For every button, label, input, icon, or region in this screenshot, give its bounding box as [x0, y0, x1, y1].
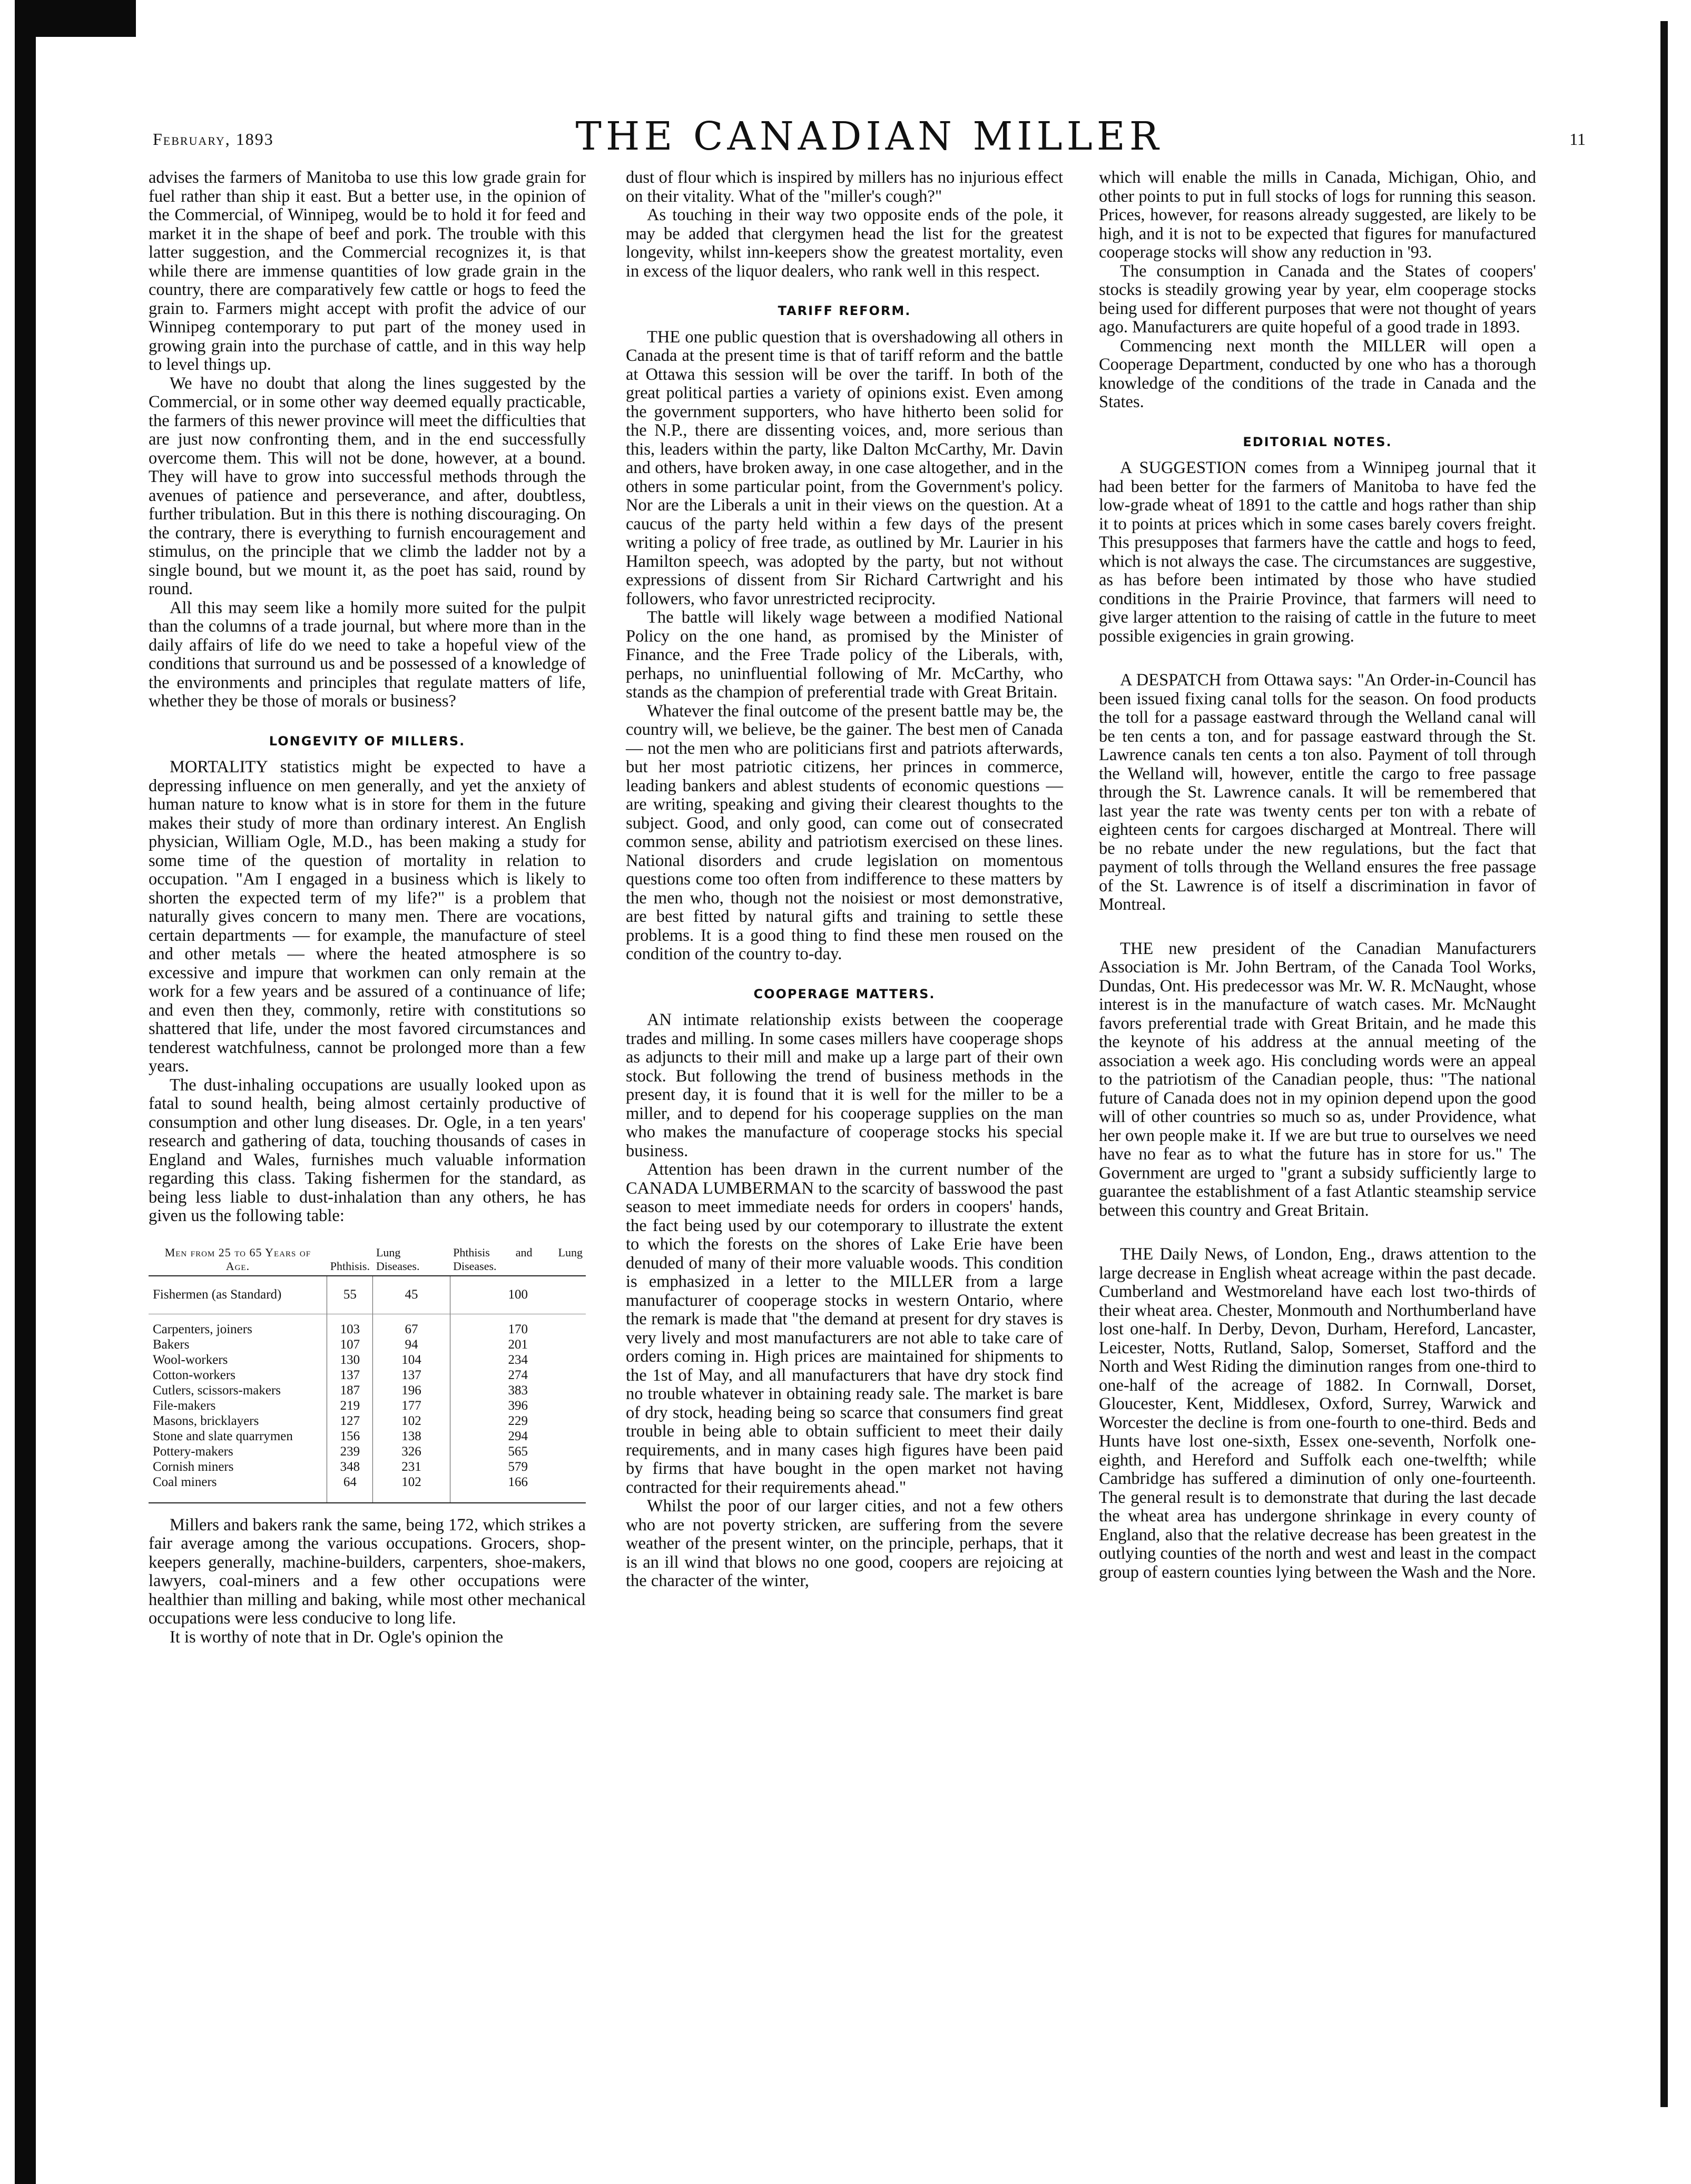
table-row	[149, 1459, 586, 1474]
table-cell: 229	[450, 1413, 586, 1429]
scan-top-corner	[15, 0, 136, 37]
section-heading-editorial: EDITORIAL NOTES.	[1243, 434, 1392, 449]
table-row	[149, 1337, 586, 1352]
table-cell: 326	[373, 1444, 450, 1459]
table-cell: 166	[450, 1474, 586, 1503]
table-cell: 67	[373, 1314, 450, 1337]
table-row	[149, 1429, 586, 1444]
table-row	[149, 1383, 586, 1398]
paragraph: THE Daily News, of London, Eng., draws attention to the large decrease in English wheat acreage within the past decade. Cumberland and Westmoreland have each lost two-thirds of their wheat area. Chester, Monmouth and Northumberland have lost one-half. In Derby, Devon, Durham, Hereford, Lancaster, Leicester, Notts, Rutland, Salop, Somerset, Stafford and the North and West Riding the diminution ranges from one-third to one-half of the acreage of 1882. In Cornwall, Dorset, Gloucester, Kent, Middlesex, Oxford, Surrey, Warwick and Worcester the decline is from one-fourth to one-third. Beds and Hunts have lost one-sixth, Essex one-seventh, Norfolk one-eighth, and Hereford and Suffolk each one-twelfth; while Cambridge has suffered a diminution of only one-fourteenth. The general result is to demonstrate that during the last decade the wheat area has undergone shrinkage in every county of England, also that the relative decrease has been greatest in the outlying counties of the north and west and least in the compact group of eastern counties lying between the Wash and the Nore.	[1099, 1245, 1536, 1582]
table-cell: 219	[327, 1398, 373, 1413]
table-cell: 137	[327, 1368, 373, 1383]
table-cell: Coal miners	[149, 1474, 327, 1503]
table-cell: 130	[327, 1352, 373, 1368]
table-cell: Cotton-workers	[153, 1368, 235, 1382]
table-cell: Stone and slate quarrymen	[153, 1429, 293, 1443]
paragraph: which will enable the mills in Canada, Michigan, Ohio, and other points to put in full stocks of logs for running this season. Prices, however, for reasons already suggested, are likely to be high, and it is not to be expected that figures for manufactured cooperage stocks will show any reduction in '93.	[1099, 168, 1536, 262]
paragraph: The dust-inhaling occupations are usually looked upon as fatal to sound health, being almost certainly productive of consumption and other lung diseases. Dr. Ogle, in a ten years' research and gathering of data, touching thousands of cases in England and Wales, furnishes much valuable information regarding this class. Taking fishermen for the standard, as being less liable to dust-inhalation than any others, he has given us the following table:	[149, 1075, 586, 1225]
issue-date: February, 1893	[153, 130, 274, 149]
table-cell: 231	[373, 1459, 450, 1474]
table-row	[149, 1368, 586, 1383]
table-cell: Masons, bricklayers	[153, 1413, 259, 1428]
table-header-combined: Phthisis and Lung Diseases.	[450, 1244, 586, 1276]
paragraph-gap	[1099, 1220, 1536, 1245]
table-cell: 239	[327, 1444, 373, 1459]
paragraph: The consumption in Canada and the States of coopers' stocks is steadily growing year by year, elm cooperage stocks being used for different purposes that were not thought of years ago. Manufacturers are quite hopeful of a good trade in 1893.	[1099, 261, 1536, 337]
table-cell: Fishermen (as Standard)	[149, 1276, 327, 1314]
table-cell: 274	[450, 1368, 586, 1383]
table-cell: 396	[450, 1398, 586, 1413]
paragraph: AN intimate relationship exists between the cooperage trades and milling. In some cases millers have cooperage shops as adjuncts to their mill and make up a large part of their own stock. But following the trend of business methods in the present day, it is found that it is well for the miller to be a miller, and to depend for his cooperage supplies on the man who makes the manufacture of cooperage stocks his special business.	[626, 1010, 1063, 1160]
paragraph: As touching in their way two opposite ends of the pole, it may be added that clergymen head the list for the greatest longevity, whilst inn-keepers show the greatest mortality, even in excess of the liquor dealers, who rank well in this respect.	[626, 205, 1063, 281]
table-header-lung: Lung Diseases.	[373, 1244, 450, 1276]
paragraph: MORTALITY statistics might be expected to have a depressing influence on men generally, and yet the anxiety of human nature to know what is in store for them in the future makes their study of more than ordinary interest. An English physician, William Ogle, M.D., has been making a study for some time of the question of mortality in relation to occupation. "Am I engaged in a business which is likely to shorten the expected term of my life?" is a problem that naturally gives concern to many men. There are vocations, certain departments — for example, the manufacture of steel and other metals — where the heated atmosphere is so excessive and impure that workmen can only remain at the work for a few years and be assured of a continuance of life; and even then they, commonly, retire with constitutions so shattered that life, under the most favored circumstances and tenderest watchfulness, cannot be prolonged more than a few years.	[149, 757, 586, 1076]
column-2	[626, 169, 1063, 1591]
column-1	[149, 169, 586, 1647]
table-row	[149, 1444, 586, 1459]
table-cell: 138	[373, 1429, 450, 1444]
section-heading-cooperage: COOPERAGE MATTERS.	[753, 986, 936, 1001]
table-cell: File-makers	[153, 1398, 216, 1413]
paragraph: It is worthy of note that in Dr. Ogle's opinion the	[170, 1627, 504, 1647]
table-row	[149, 1413, 586, 1429]
table-row	[149, 1352, 586, 1368]
table-cell: 196	[373, 1383, 450, 1398]
table-row	[149, 1474, 586, 1503]
table-cell: 107	[327, 1337, 373, 1352]
table-cell: Bakers	[153, 1337, 190, 1352]
paragraph: Millers and bakers rank the same, being 172, which strikes a fair average among the various occupations. Grocers, shop-keepers generally, machine-builders, carpenters, shoe-makers, lawyers, coal-miners and a few other occupations were healthier than milling and baking, while most other mechanical occupations were less conducive to long life.	[149, 1515, 586, 1628]
table-header-occupation: Men from 25 to 65 Years of Age.	[149, 1244, 327, 1276]
paragraph: THE new president of the Canadian Manufacturers Association is Mr. John Bertram, of the Canada Tool Works, Dundas, Ont. His predecessor was Mr. W. R. McNaught, whose interest is in the manufacture of watch cases. Mr. McNaught favors preferential trade with Great Britain, and he made this the keynote of his address at the annual meeting of the association a week ago. His concluding words were an appeal to the patriotism of the Canadian people, thus: "The national future of Canada does not in my opinion depend upon the good will of other countries so much so as, under Providence, what her own people make it. If we are but true to ourselves we need have no fear as to what the future has in store for us." The Government are urged to "grant a subsidy sufficiently large to guarantee the establishment of a fast Atlantic steamship service between this country and Great Britain.	[1099, 939, 1536, 1220]
table-cell: 187	[327, 1383, 373, 1398]
table-cell: Cutlers, scissors-makers	[153, 1383, 281, 1398]
table-cell: 100	[450, 1276, 586, 1314]
table-header-phthisis: Phthisis.	[327, 1244, 373, 1276]
table-row	[149, 1314, 586, 1337]
column-3	[1099, 169, 1536, 1582]
table-cell: 64	[327, 1474, 373, 1503]
table-cell: 45	[373, 1276, 450, 1314]
table-cell: 156	[327, 1429, 373, 1444]
scan-right-edge	[1660, 21, 1668, 2107]
table-cell: 579	[450, 1459, 586, 1474]
page-header	[153, 114, 1586, 172]
table-cell: 102	[373, 1413, 450, 1429]
section-heading-longevity: LONGEVITY OF MILLERS.	[269, 733, 466, 749]
table-header-row	[149, 1244, 586, 1276]
paragraph: The battle will likely wage between a modified National Policy on the one hand, as promised by the Minister of Finance, and the Free Trade policy of the Liberals, with, perhaps, no uninfluential following of Mr. McCarthy, who stands as the champion of preferential trade with Great Britain.	[626, 608, 1063, 702]
table-cell: 177	[373, 1398, 450, 1413]
table-cell: Carpenters, joiners	[153, 1322, 252, 1336]
paragraph: A DESPATCH from Ottawa says: "An Order-in-Council has been issued fixing canal tolls for the season. On food products the toll for a passage eastward through the Welland canal will be ten cents a ton, and for passage eastward through the St. Lawrence canals ten cents a ton also. Payment of toll through the Welland will, however, entitle the cargo to free passage through the St. Lawrence canals. It will be remembered that last year the rate was twenty cents per ton with a rebate of eighteen cents for cargoes discharged at Montreal. There will be no rebate under the new regulations, but the fact that payment of tolls through the Welland ensures the free passage of the St. Lawrence is of itself a discrimination in favor of Montreal.	[1099, 671, 1536, 914]
paragraph-gap	[1099, 646, 1536, 671]
paragraph: THE one public question that is overshadowing all others in Canada at the present time is that of tariff reform and the battle at Ottawa this session will be over the tariff. In both of the great political parties a variety of opinions exist. Even among the government supporters, who have hitherto been solid for the N.P., there are dissenting voices, and, more serious than this, leaders within the party, like Dalton McCarthy, Mr. Davin and others, have broken away, in one case altogether, and in the others in some particular point, from the Government's policy. Nor are the Liberals a unit in their views on the question. At a caucus of the party held within a few days of the present writing a policy of free trade, as outlined by Mr. Laurier in his Hamilton speech, was adopted by the party, but not without expressions of dissent from Sir Richard Cartwright and his followers, who favor unrestricted reciprocity.	[626, 327, 1063, 608]
paragraph: dust of flour which is inspired by millers has no injurious effect on their vitality. What of the "miller's cough?"	[626, 168, 1063, 206]
scan-left-edge	[15, 0, 36, 2184]
table-cell: 294	[450, 1429, 586, 1444]
table-cell: Pottery-makers	[153, 1444, 233, 1459]
table-cell: 201	[450, 1337, 586, 1352]
table-cell: 55	[327, 1276, 373, 1314]
table-cell: 104	[373, 1352, 450, 1368]
paragraph: Whatever the final outcome of the present battle may be, the country will, we believe, be the gainer. The best men of Canada — not the men who are politicians first and patriots afterwards, but her most patriotic citizens, her princes in commerce, leading bankers and ablest students of economic questions — are writing, speaking and giving their clearest thoughts to the subject. Good, and only good, can come out of consecrated common sense, ability and patriotism exercised on these lines. National disorders and crude legislation on momentous questions come too often from indifference to these matters by the men who, though not the noisiest or most demonstrative, are best fitted by natural gifts and training to settle these problems. It is a good thing to find these men roused on the condition of the country to-day.	[626, 701, 1063, 963]
masthead-title: THE CANADIAN MILLER	[575, 114, 1163, 159]
table-cell: 94	[373, 1337, 450, 1352]
table-cell: 348	[327, 1459, 373, 1474]
paragraph: Commencing next month the MILLER will open a Cooperage Department, conducted by one who has a thorough knowledge of the conditions of the trade in Canada and the States.	[1099, 336, 1536, 411]
paragraph: advises the farmers of Manitoba to use this low grade grain for fuel rather than ship it east. But a better use, in the opinion of the Commercial, of Winnipeg, would be to hold it for feed and market it in the shape of beef and pork. The trouble with this latter suggestion, and the Commercial recognizes it, is that while there are immense quantities of low grade grain in the country, there are comparatively few cattle or hogs to feed the grain to. Farmers might accept with profit the advice of our Winnipeg contemporary to put part of the money used in growing grain into the purchase of cattle, and in this way help to level things up.	[149, 168, 586, 374]
table-cell: Cornish miners	[153, 1459, 234, 1474]
mortality-table	[149, 1244, 586, 1503]
paragraph: All this may seem like a homily more suited for the pulpit than the columns of a trade journal, but where more than in the daily affairs of life do we need to take a hopeful view of the conditions that surround us and be possessed of a knowledge of the environments and principles that regulate matters of life, whether they be those of morals or business?	[149, 598, 586, 711]
table-cell: 170	[450, 1314, 586, 1337]
paragraph: A SUGGESTION comes from a Winnipeg journal that it had been better for the farmers of Manitoba to have fed the low-grade wheat of 1891 to the cattle and hogs rather than ship it to points at prices which in some cases barely covers freight. This presupposes that farmers have the cattle and hogs to feed, which is not always the case. The circumstances are suggestive, as has before been intimated by those who have studied conditions in the Prairie Province, that farmers will need to give larger attention to the raising of cattle in the future to meet possible exigencies in grain growing.	[1099, 458, 1536, 646]
table-cell: 103	[327, 1314, 373, 1337]
section-heading-tariff: TARIFF REFORM.	[778, 303, 911, 318]
table-cell: Wool-workers	[153, 1352, 228, 1367]
table-row	[149, 1398, 586, 1413]
paragraph: Attention has been drawn in the current number of the CANADA LUMBERMAN to the scarcity of basswood the past season to meet immediate needs for orders in coopers' hands, the fact being used by our cotemporary to illustrate the extent to which the forests on the shores of Lake Erie have been denuded of many of their more valuable woods. This condition is emphasized in a letter to the MILLER from a large manufacturer of cooperage stocks in western Ontario, where the remark is made that "the demand at present for dry staves is very lively and most manufacturers are not able to take care of orders coming in. High prices are maintained for shipments to the 1st of May, and all manufacturers that have dry stock find no trouble whatever in obtaining ready sale. The market is bare of dry stock, heading being so scarce that consumers find great trouble in being able to obtain sufficient to meet their daily requirements, and in many cases high figures have been paid by firms that have bought in the open market not having contracted for their requirements ahead."	[626, 1160, 1063, 1497]
table-cell: 137	[373, 1368, 450, 1383]
table-cell: 127	[327, 1413, 373, 1429]
table-cell: 102	[373, 1474, 450, 1503]
table-cell: 234	[450, 1352, 586, 1368]
table-cell: 383	[450, 1383, 586, 1398]
page-number: 11	[1569, 130, 1586, 149]
paragraph: Whilst the poor of our larger cities, and not a few others who are not poverty stricken, are suffering from the severe weather of the present winter, on the principle, perhaps, that it is an ill wind that blows no one good, coopers are rejoicing at the character of the winter,	[626, 1497, 1063, 1590]
table-cell: 565	[450, 1444, 586, 1459]
table-row-standard	[149, 1276, 586, 1314]
paragraph-gap	[1099, 914, 1536, 940]
paragraph: We have no doubt that along the lines suggested by the Commercial, or in some other way deemed equally practicable, the farmers of this newer province will meet the difficulties that are just now confronting them, and in the end successfully overcome them. This will not be done, however, at a bound. They will have to grow into successful methods through the avenues of patience and perseverance, and after, doubtless, further tribulation. But in this there is nothing discouraging. On the contrary, there is everything to furnish encouragement and stimulus, on the principle that we climb the ladder not by a single bound, but we mount it, as the poet has said, round by round.	[149, 373, 586, 598]
